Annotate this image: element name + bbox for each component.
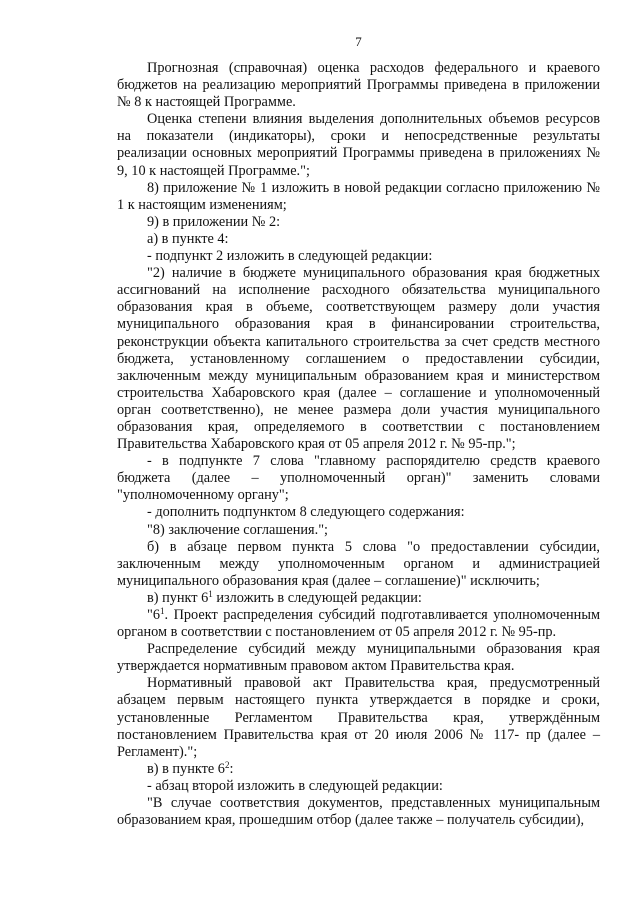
item-g-prefix: в) в пункте 6: [147, 760, 225, 777]
paragraph-item-9: 9) в приложении № 2:: [147, 213, 281, 230]
paragraph-item-8: 8) приложение № 1 изложить в новой редакции согласно приложению № 1 к настоящим изменениям;: [117, 179, 600, 213]
paragraph-forecast: Прогнозная (справочная) оценка расходов федерального и краевого бюджетов на реализацию мероприятий Программы приведена в приложении № 8 к настоящей Программе.: [117, 60, 600, 111]
item-v-prefix: в) пункт 6: [147, 589, 209, 606]
item-v-suffix: изложить в следующей редакции:: [212, 589, 422, 606]
paragraph-impact-assessment: Оценка степени влияния выделения дополнительных объемов ресурсов на показатели (индикаторы), сроки и непосредственные результаты реализации основных мероприятий Программы приведена в приложениях № 9, 10 к настоящей Программе.";: [117, 111, 600, 179]
item-v-quote-suffix: . Проект распределения субсидий подготавливается уполномоченным органом в соответствии с постановлением от 05 апреля 2012 г. № 95-пр.: [117, 607, 600, 641]
paragraph-normative-act: Нормативный правовой акт Правительства края, предусмотренный абзацем первым настоящего пункта утверждается в порядке и сроки, установленные Регламентом Правительства края, утверждённым постановлением Правительства края от 20 июля 2006 № 117- пр (далее – Регламент).";: [117, 675, 600, 760]
paragraph-subitem-8-intro: - дополнить подпунктом 8 следующего содержания:: [147, 504, 465, 521]
paragraph-second-abzac: - абзац второй изложить в следующей редакции:: [147, 777, 443, 794]
paragraph-item-g: [117, 761, 600, 778]
paragraph-item-v-quote: [117, 607, 600, 641]
item-v-sup: 1: [208, 588, 213, 599]
item-v-quote-prefix: "6: [147, 607, 160, 623]
paragraph-distribution: Распределение субсидий между муниципальными образования края утверждается нормативным правовом актом Правительства края.: [117, 641, 600, 675]
paragraph-item-a: а) в пункте 4:: [147, 230, 229, 247]
item-g-suffix: :: [229, 760, 234, 777]
item-g-sup: 2: [224, 759, 230, 770]
page-number: 7: [355, 34, 362, 49]
paragraph-subitem-2-intro: - подпункт 2 изложить в следующей редакции:: [147, 248, 433, 265]
paragraph-documents-compliance: "В случае соответствия документов, представленных муниципальным образованием края, прошедшим отбор (далее также – получатель субсидии),: [117, 795, 600, 829]
paragraph-subitem-7: - в подпункте 7 слова "главному распорядителю средств краевого бюджета (далее – уполномоченный орган)" заменить словами "уполномоченному органу";: [117, 453, 600, 504]
paragraph-item-b: б) в абзаце первом пункта 5 слова "о предоставлении субсидии, заключенным между уполномоченным органом и администрацией муниципального образования края (далее – соглашение)" исключить;: [117, 538, 600, 589]
paragraph-subitem-2-text: "2) наличие в бюджете муниципального образования края бюджетных ассигнований на исполнение расходного обязательства муниципального образования края в объеме, соответствующем размеру доли участия муниципального образования края в финансировании строительства, реконструкции объекта капитального строительства за счет средств местного бюджета, установленному соглашением о предоставлении субсидии, заключенным между муниципальным образованием края и министерством строительства Хабаровского края (далее – соглашение и уполномоченный орган соответственно), не менее размера доли участия муниципального образования края, определяемого в соответствии с постановлением Правительства Хабаровского края от 05 апреля 2012 г. № 95-пр.";: [117, 265, 600, 453]
item-v-quote-sup: 1: [160, 606, 165, 616]
paragraph-subitem-8-text: "8) заключение соглашения.";: [147, 521, 329, 538]
paragraph-item-v: [117, 590, 600, 607]
